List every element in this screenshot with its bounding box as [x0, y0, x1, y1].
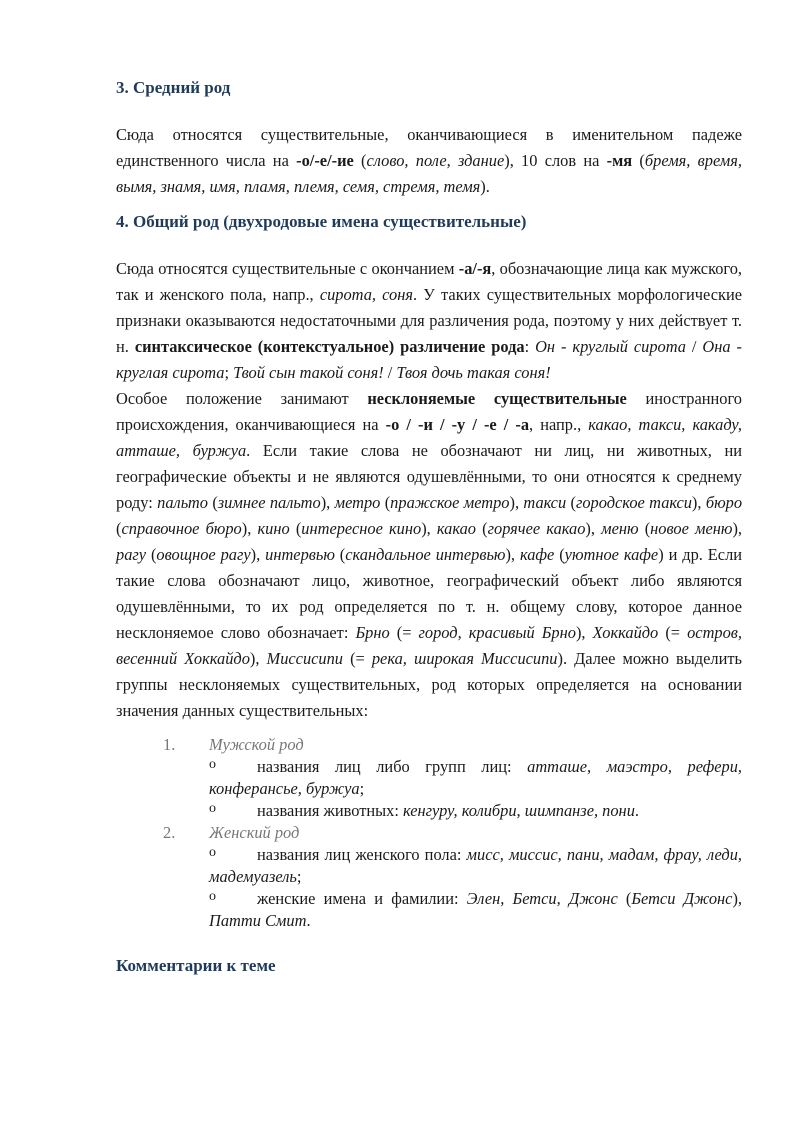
text-run: (=	[343, 649, 372, 668]
text-run: (	[632, 151, 645, 170]
example-italic: Патти Смит	[209, 911, 307, 930]
sub-list-item	[209, 844, 742, 888]
example-italic: скандальное интервью	[345, 545, 506, 564]
text-run: названия лиц женского пола:	[257, 845, 467, 864]
example-italic: река, широкая Миссисипи	[371, 649, 558, 668]
sub-list-item	[209, 756, 742, 800]
example-italic: горячее какао	[487, 519, 586, 538]
example-italic: мисс, миссис, пани, мадам, фрау, леди, мадемуазель	[209, 845, 742, 886]
text-run: ),	[585, 519, 602, 538]
text-run: ). Далее можно выделить группы несклоняемых существительных, род которых определяется на основании значения данных существительных:	[116, 649, 742, 720]
list-number: 1.	[163, 735, 176, 754]
example-italic: какао, такси, какаду, атташе, буржуа	[116, 415, 742, 460]
text-run: . У таких существительных морфологические признаки оказываются недостаточными для различения рода, поэтому у них действует т. н.	[116, 285, 742, 356]
section-3-paragraph	[116, 122, 742, 200]
text-run: /	[685, 337, 703, 356]
text-run: ;	[359, 779, 365, 798]
example-italic: Она - круглая сирота	[116, 337, 742, 382]
section-4-paragraph	[116, 256, 742, 386]
ending-bold: -мя	[606, 151, 633, 170]
text-run: ),	[241, 519, 258, 538]
text-run: (=	[389, 623, 419, 642]
ending-bold: -о/-е/-ие	[296, 151, 354, 170]
text-run: (	[566, 493, 576, 512]
sub-list	[209, 844, 742, 932]
example-italic: бюро	[705, 493, 743, 512]
text-run: Сюда относятся существительные, оканчивающиеся в именительном падеже единственного числа на	[116, 125, 742, 170]
text-run: (=	[658, 623, 688, 642]
example-italic: Брно	[355, 623, 390, 642]
text-run: (	[554, 545, 565, 564]
example-italic: городское такси	[575, 493, 692, 512]
text-run: (	[207, 493, 218, 512]
example-italic: Твой сын такой соня!	[233, 363, 384, 382]
comments-heading: Комментарии к теме	[116, 956, 276, 975]
text-run: /	[383, 363, 397, 382]
indeclinable-paragraph	[116, 386, 742, 724]
circle-bullet-icon: o	[209, 757, 216, 772]
example-italic: овощное рагу	[156, 545, 251, 564]
circle-bullet-icon: o	[209, 801, 216, 816]
text-run: .	[634, 801, 639, 820]
text-run: названия лиц либо групп лиц:	[257, 757, 528, 776]
text-run: ),	[421, 519, 437, 538]
list-item	[116, 734, 742, 822]
example-italic: Он - круглый сирота	[535, 337, 686, 356]
group-title: Женский род	[209, 823, 300, 842]
example-italic: кафе	[519, 545, 555, 564]
text-run: названия животных:	[257, 801, 403, 820]
text-run: ).	[480, 177, 490, 196]
text-run: Особое положение занимают	[116, 389, 368, 408]
text-run: ),	[732, 519, 742, 538]
text-run: ),	[509, 493, 524, 512]
example-italic: бремя, время, вымя, знамя, имя, пламя, племя, семя, стремя, темя	[116, 151, 742, 196]
sub-list	[209, 756, 742, 822]
sub-list-item	[209, 888, 742, 932]
text-run: ),	[575, 623, 593, 642]
text-run: :	[524, 337, 536, 356]
example-italic: кенгуру, колибри, шимпанзе, пони	[403, 801, 635, 820]
text-run: (	[146, 545, 157, 564]
example-italic: слово, поле, здание	[366, 151, 505, 170]
example-italic: Хоккайдо	[592, 623, 659, 642]
example-italic: Твоя дочь такая соня!	[396, 363, 551, 382]
example-italic: справочное бюро	[121, 519, 242, 538]
example-italic: уютное кафе	[564, 545, 659, 564]
text-run: ),	[250, 545, 266, 564]
text-run: (	[617, 889, 632, 908]
sub-list-item	[209, 800, 742, 822]
group-title: Мужской род	[209, 735, 304, 754]
text-run: (	[289, 519, 302, 538]
section-3-heading: 3. Средний род	[116, 78, 231, 97]
example-italic: зимнее пальто	[217, 493, 321, 512]
text-run: .	[306, 911, 311, 930]
text-run: ),	[320, 493, 335, 512]
text-run: ),	[505, 545, 520, 564]
text-run: ), 10 слов на	[504, 151, 607, 170]
section-4-heading: 4. Общий род (двухродовые имена существительные)	[116, 212, 527, 231]
list-number: 2.	[163, 823, 176, 842]
ending-bold: -о / -и / -у / -е / -а	[385, 415, 530, 434]
list-item	[116, 822, 742, 932]
gender-groups-list	[116, 734, 742, 932]
example-italic: пальто	[157, 493, 208, 512]
text-run: (	[380, 493, 391, 512]
term-bold: несклоняемые существительные	[367, 389, 627, 408]
example-italic: город, красивый Брно	[418, 623, 576, 642]
example-italic: Элен, Бетси, Джонс	[466, 889, 618, 908]
example-italic: атташе, маэстро, рефери, конферансье, буржуа	[209, 757, 742, 798]
circle-bullet-icon: o	[209, 889, 216, 904]
text-run: . Если такие слова не обозначают ни лиц, ни животных, ни географические объекты и не являются одушевлёнными, то они относятся к среднему роду:	[116, 441, 742, 512]
text-run: ),	[249, 649, 267, 668]
text-run: иностранного происхождения, оканчивающиеся на	[116, 389, 742, 434]
example-italic: остров, весенний Хоккайдо	[116, 623, 743, 668]
example-italic: новое меню	[650, 519, 733, 538]
text-run: женские имена и фамилии:	[257, 889, 467, 908]
text-run: ),	[691, 493, 706, 512]
circle-bullet-icon: o	[209, 845, 216, 860]
example-italic: Бетси Джонс	[631, 889, 733, 908]
text-run: ;	[296, 867, 302, 886]
example-italic: интересное кино	[301, 519, 422, 538]
example-italic: метро	[334, 493, 381, 512]
text-run: ),	[732, 889, 742, 908]
term-bold: синтаксическое (контекстуальное) различение рода	[134, 337, 525, 356]
example-italic: сирота, соня	[319, 285, 413, 304]
example-italic: интервью	[265, 545, 335, 564]
example-italic: пражское метро	[390, 493, 510, 512]
example-italic: рагу	[116, 545, 147, 564]
text-run: , обозначающие лица как мужского, так и женского пола, напр.,	[116, 259, 742, 304]
text-run: ) и др. Если такие слова обозначают лицо, животное, географический объект либо являются одушевлёнными, то их род определяется по т. н. общему слову, которое данное несклоняемое слово обозначает:	[116, 545, 743, 642]
text-run: ;	[224, 363, 234, 382]
example-italic: Миссисипи	[266, 649, 344, 668]
text-run: (	[334, 545, 346, 564]
text-run: (	[353, 151, 367, 170]
text-run: (	[116, 519, 122, 538]
text-run: (	[638, 519, 651, 538]
example-italic: меню	[601, 519, 639, 538]
example-italic: кино	[257, 519, 290, 538]
example-italic: какао	[436, 519, 476, 538]
ending-bold: -а/-я	[458, 259, 492, 278]
text-run: (	[476, 519, 488, 538]
example-italic: такси	[523, 493, 567, 512]
text-run: Сюда относятся существительные с окончанием	[116, 259, 459, 278]
text-run: , напр.,	[529, 415, 589, 434]
